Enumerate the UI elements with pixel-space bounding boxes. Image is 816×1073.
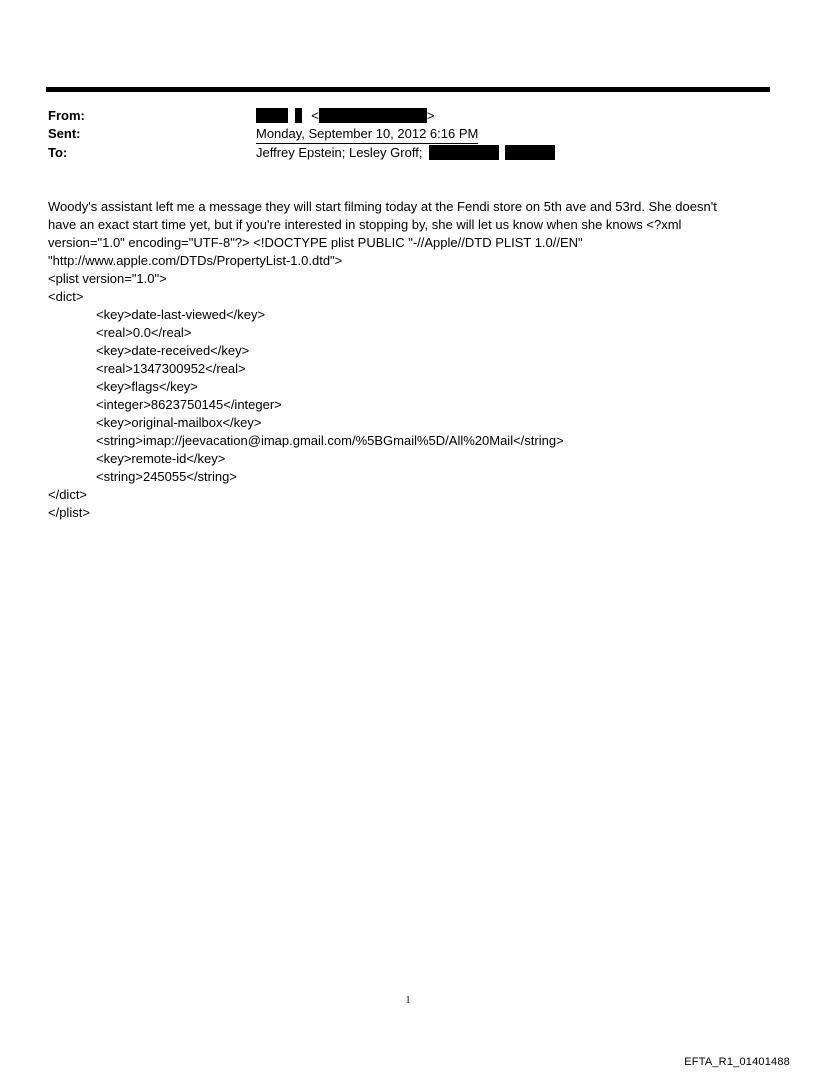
plist-line: <key>date-last-viewed</key> bbox=[96, 307, 266, 322]
redaction-block bbox=[319, 108, 427, 123]
sent-row bbox=[48, 125, 770, 143]
body-line: version="1.0" encoding="UTF-8"?> <!DOCTYPE plist PUBLIC "-//Apple//DTD PLIST 1.0//EN" bbox=[48, 235, 583, 250]
body-line: <dict> bbox=[48, 289, 84, 304]
body-line: </dict> bbox=[48, 487, 88, 502]
redaction-block bbox=[295, 108, 302, 123]
from-email-open-bracket: < bbox=[311, 108, 319, 123]
redaction-block bbox=[256, 108, 288, 123]
email-body bbox=[48, 198, 770, 522]
redaction-block bbox=[429, 145, 499, 160]
plist-line: <string>245055</string> bbox=[96, 469, 237, 484]
plist-line: <key>flags</key> bbox=[96, 379, 198, 394]
page-number: 1 bbox=[405, 995, 411, 1006]
plist-line: <string>imap://jeevacation@imap.gmail.com/%5BGmail%5D/All%20Mail</string> bbox=[96, 433, 564, 448]
to-label: To: bbox=[48, 145, 68, 160]
from-label: From: bbox=[48, 108, 85, 123]
from-email-close-bracket: > bbox=[426, 108, 435, 123]
to-row bbox=[48, 144, 770, 162]
to-value bbox=[256, 144, 555, 162]
plist-line: <key>date-received</key> bbox=[96, 343, 250, 358]
redaction-block bbox=[505, 145, 555, 160]
body-line: have an exact start time yet, but if you're interested in stopping by, she will let us know when she knows <?xml bbox=[48, 217, 682, 232]
sent-value: Monday, September 10, 2012 6:16 PM bbox=[256, 125, 478, 144]
plist-line: <key>original-mailbox</key> bbox=[96, 415, 262, 430]
plist-line: <key>remote-id</key> bbox=[96, 451, 226, 466]
body-line: <plist version="1.0"> bbox=[48, 271, 167, 286]
body-line: "http://www.apple.com/DTDs/PropertyList-1.0.dtd"> bbox=[48, 253, 343, 268]
body-line: Woody's assistant left me a message they will start filming today at the Fendi store on 5th ave and 53rd. She doesn't bbox=[48, 199, 717, 214]
from-value bbox=[256, 107, 434, 125]
body-line: </plist> bbox=[48, 505, 90, 520]
document-id: EFTA_R1_01401488 bbox=[684, 1056, 790, 1068]
to-recipients: Jeffrey Epstein; Lesley Groff; bbox=[256, 145, 423, 160]
plist-line: <real>0.0</real> bbox=[96, 325, 192, 340]
plist-line: <real>1347300952</real> bbox=[96, 361, 246, 376]
header-rule bbox=[46, 87, 770, 92]
from-row bbox=[48, 107, 770, 125]
plist-line: <integer>8623750145</integer> bbox=[96, 397, 282, 412]
sent-label: Sent: bbox=[48, 126, 81, 141]
